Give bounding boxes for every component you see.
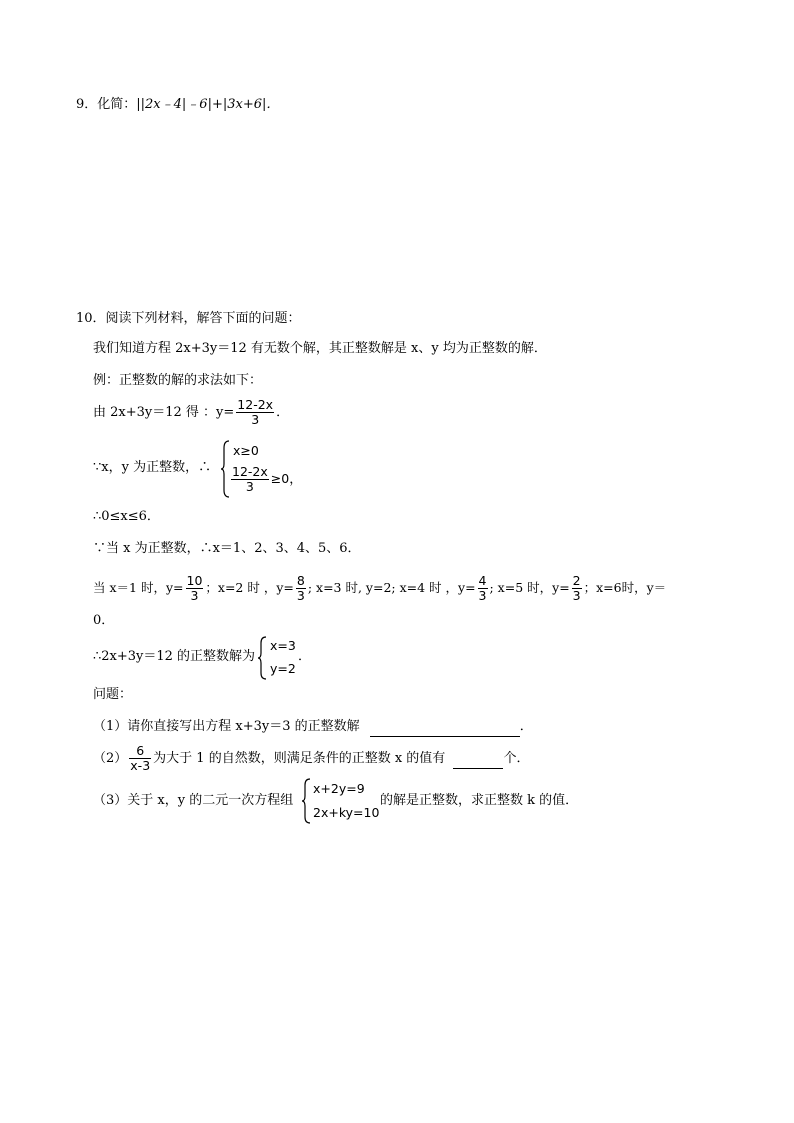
solution-suffix: ． xyxy=(298,649,312,664)
case-b-fraction xyxy=(296,574,306,603)
system-1-top: x≥0 xyxy=(233,443,259,458)
case-c: ; x=3 时, y=2; x=4 时 ，y= xyxy=(307,580,476,595)
q10-part-2 xyxy=(93,744,529,773)
q10-derivation xyxy=(93,398,289,427)
part-2-fraction xyxy=(129,744,151,773)
case-d-den: 3 xyxy=(572,588,581,603)
q10-range: ∴0≤x≤6． xyxy=(93,509,160,524)
case-c-num: 4 xyxy=(478,573,487,588)
system-1-suffix: ， xyxy=(289,472,303,487)
part-1-answer-blank[interactable] xyxy=(370,718,520,737)
q10-part-3-prefix: （3）关于 x，y 的二元一次方程组 xyxy=(93,793,294,808)
derivation-fraction xyxy=(236,398,274,427)
q10-label: 10．阅读下列材料，解答下面的问题： xyxy=(76,311,301,326)
q10-cases-continued: 0． xyxy=(93,613,115,628)
part-2-end: 个． xyxy=(503,751,530,766)
system-1-denominator: 3 xyxy=(231,479,269,494)
case-d-fraction xyxy=(572,574,582,603)
case-a-den: 3 xyxy=(186,588,204,603)
part-3-equation-2: 2x+ky=10 xyxy=(313,805,380,820)
part-2-text: 为大于 1 的自然数，则满足条件的正整数 x 的值有 xyxy=(153,751,446,766)
case-a-num: 10 xyxy=(186,573,203,588)
derivation-prefix: 由 2x+3y＝12 得 ：y= xyxy=(93,405,235,420)
system-1-fraction xyxy=(231,465,269,494)
case-d: ; x=5 时，y= xyxy=(489,580,570,595)
case-a: 当 x＝1 时，y= xyxy=(93,580,184,595)
solution-brace xyxy=(258,636,268,680)
q10-cases-line xyxy=(93,574,666,603)
q9-label: 9．化简： xyxy=(76,97,137,112)
solution-top: x=3 xyxy=(270,638,296,653)
case-b: ；x=2 时 ，y= xyxy=(205,580,294,595)
question-9 xyxy=(76,96,279,114)
case-c-den: 3 xyxy=(478,588,487,603)
part-2-answer-blank[interactable] xyxy=(453,750,503,769)
q9-expression: ||2x﹣4|﹣6|+|3x+6|． xyxy=(136,97,280,112)
case-e: ；x=6时，y＝ xyxy=(583,580,667,595)
part-1-text: （1）请你直接写出方程 x+3y＝3 的正整数解 xyxy=(93,719,360,734)
fraction-numerator: 12-2x xyxy=(237,397,274,412)
part-3-brace xyxy=(302,778,312,824)
part-3-equation-1: x+2y=9 xyxy=(313,781,365,796)
case-b-den: 3 xyxy=(296,588,305,603)
case-d-num: 2 xyxy=(572,573,581,588)
q10-example-label: 例：正整数的解的求法如下： xyxy=(93,373,263,388)
case-b-num: 8 xyxy=(296,573,305,588)
system-1-numerator: 12-2x xyxy=(232,464,268,479)
q10-intro: 我们知道方程 2x+3y＝12 有无数个解，其正整数解是 x、y 均为正整数的解． xyxy=(93,341,547,356)
part-2-num: 6 xyxy=(136,743,145,758)
q10-because-positive: ∵x，y 为正整数，∴ xyxy=(93,460,212,475)
solution-bottom: y=2 xyxy=(270,661,296,676)
part-3-suffix: 的解是正整数，求正整数 k 的值． xyxy=(380,793,579,808)
case-a-fraction xyxy=(186,574,204,603)
derivation-suffix: ． xyxy=(276,405,290,420)
system-1-relation: ≥0 xyxy=(270,471,290,486)
q10-question-label: 问题： xyxy=(93,687,133,702)
q10-part-1 xyxy=(93,718,533,737)
part-2-prefix: （2） xyxy=(93,751,128,766)
fraction-denominator: 3 xyxy=(236,412,274,427)
q10-therefore: ∴2x+3y＝12 的正整数解为 xyxy=(93,649,256,664)
case-c-fraction xyxy=(478,574,488,603)
system-1-bottom xyxy=(229,465,302,494)
part-2-den: x-3 xyxy=(130,758,151,773)
part-1-end: ． xyxy=(519,719,533,734)
q10-because-integer: ∵当 x 为正整数，∴x＝1、2、3、4、5、6． xyxy=(93,541,361,556)
